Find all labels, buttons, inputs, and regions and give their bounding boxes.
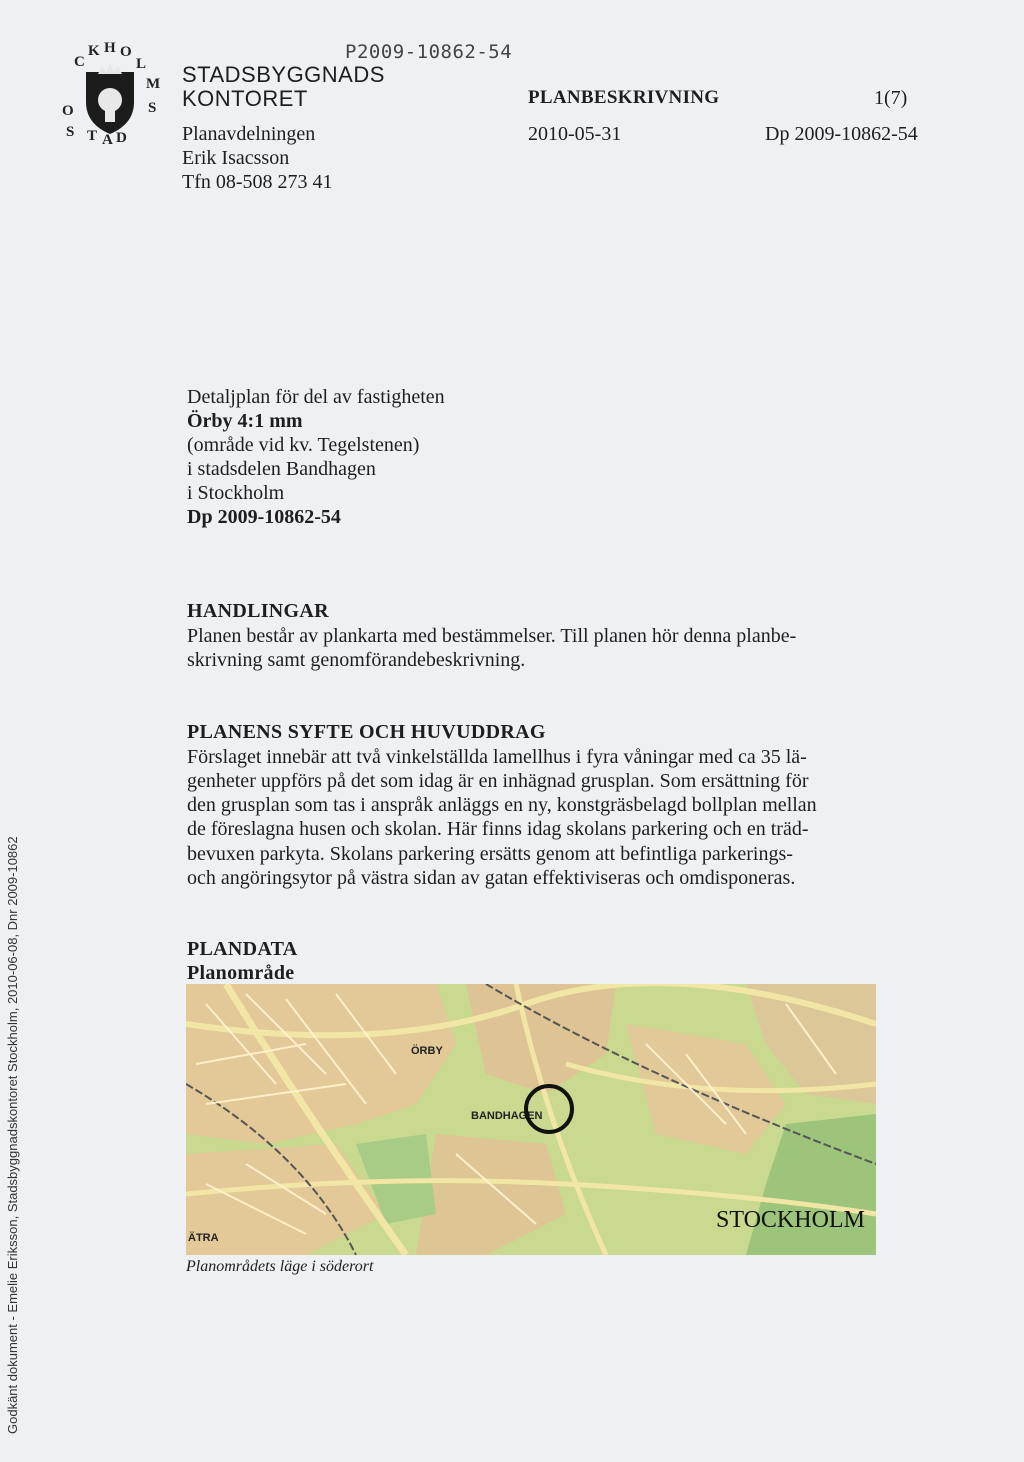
seal-letter: O: [62, 103, 74, 119]
seal-letter: L: [136, 56, 147, 72]
page-number: 1(7): [874, 87, 908, 109]
section-heading-plandata: PLANDATA: [187, 938, 298, 960]
seal-letter: T: [87, 128, 98, 144]
document-stamp: P2009-10862-54: [345, 41, 513, 63]
seal-letter: A: [102, 132, 113, 148]
map-label-bandhagen: BANDHAGEN: [471, 1110, 543, 1122]
stockholm-city-seal-icon: [52, 40, 168, 156]
approval-side-text: Godkänt dokument - Emelie Eriksson, Stadsbyggnadskontoret Stockholm, 2010-06-08, Dnr 2009-10862: [5, 836, 20, 1434]
map-caption: Planområdets läge i söderort: [186, 1258, 374, 1275]
paragraph-line: bevuxen parkyta. Skolans parkering ersätts genom att befintliga parkerings-: [187, 843, 793, 865]
seal-letter: M: [146, 76, 161, 92]
paragraph-line: genheter uppförs på det som idag är en inhägnad grusplan. Som ersättning för: [187, 770, 809, 792]
seal-letter: H: [104, 40, 116, 56]
org-name-line2: KONTORET: [182, 86, 308, 111]
map-label-orby: ÖRBY: [411, 1045, 443, 1057]
title-line: i Stockholm: [187, 482, 285, 504]
title-line: Detaljplan för del av fastigheten: [187, 386, 445, 408]
contact-phone: Tfn 08-508 273 41: [182, 171, 333, 193]
seal-letter: S: [148, 100, 157, 116]
section-heading-handlingar: HANDLINGAR: [187, 600, 329, 622]
title-line: (område vid kv. Tegelstenen): [187, 434, 420, 456]
document-date: 2010-05-31: [528, 123, 622, 145]
seal-letter: S: [66, 124, 75, 140]
paragraph-line: den grusplan som tas i anspråk anläggs en ny, konstgräsbelagd bollplan mellan: [187, 794, 817, 816]
section-heading-syfte: PLANENS SYFTE OCH HUVUDDRAG: [187, 721, 546, 743]
document-number: Dp 2009-10862-54: [765, 123, 918, 145]
paragraph-line: Planen består av plankarta med bestämmelser. Till planen hör denna planbe-: [187, 625, 797, 647]
paragraph-line: de föreslagna husen och skolan. Här finns idag skolans parkering och en träd-: [187, 818, 809, 840]
seal-letter: K: [88, 43, 100, 59]
org-name-line1: STADSBYGGNADS: [182, 62, 385, 87]
contact-name: Erik Isacsson: [182, 147, 290, 169]
subheading-planomrade: Planområde: [187, 962, 295, 984]
title-property: Örby 4:1 mm: [187, 410, 303, 432]
title-line: i stadsdelen Bandhagen: [187, 458, 376, 480]
seal-letter: O: [120, 44, 132, 60]
plan-area-map: [186, 984, 876, 1255]
document-type: PLANBESKRIVNING: [528, 87, 720, 108]
map-label-stockholm: STOCKHOLM: [716, 1207, 865, 1233]
paragraph-line: och angöringsytor på västra sidan av gatan effektiviseras och omdisponeras.: [187, 867, 796, 889]
seal-letter: D: [116, 130, 127, 146]
department: Planavdelningen: [182, 123, 316, 145]
seal-letter: C: [74, 54, 85, 70]
map-label-atra: ÄTRA: [188, 1232, 219, 1244]
paragraph-line: skrivning samt genomförandebeskrivning.: [187, 649, 526, 671]
paragraph-line: Förslaget innebär att två vinkelställda lamellhus i fyra våningar med ca 35 lä-: [187, 746, 807, 768]
title-plan-number: Dp 2009-10862-54: [187, 506, 341, 528]
